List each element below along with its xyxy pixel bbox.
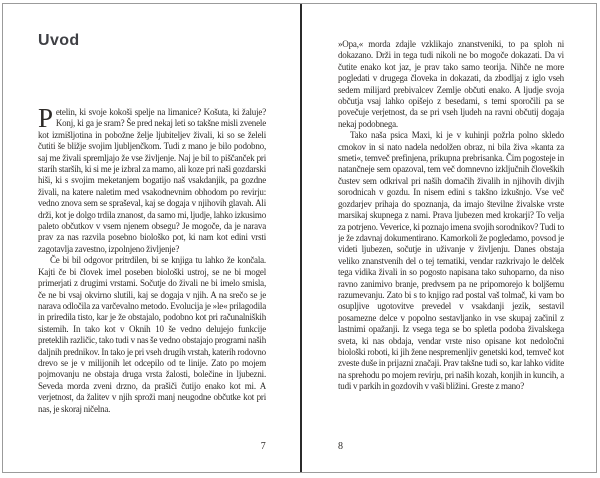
right-page-text bbox=[338, 39, 564, 419]
left-page bbox=[3, 4, 300, 472]
paragraph bbox=[38, 107, 266, 255]
paragraph: »Opa,« morda zdajle vzklikajo znanstveniki, to pa sploh ni dokazano. Drži in tega tudi nikoli ne bo mogoče dokazati. Da vi čutite enako kot jaz, je prav tako samo teorija. Nihče ne more pogledati v drugega človeka in dokazati, da zbodljaj z iglo vseh sedem milijard prebivalcev Zemlje občuti enako. A ljudje svoja občutja vsaj lahko opišejo z besedami, s temi sporočili pa se povečuje verjetnost, da se pri vseh ljudeh na ravni občutij dogaja nekaj podobnega. bbox=[338, 39, 564, 129]
right-page bbox=[300, 4, 596, 472]
page-number-right: 8 bbox=[338, 441, 344, 452]
left-page-text bbox=[38, 107, 266, 443]
drop-cap: P bbox=[38, 107, 53, 133]
chapter-heading: Uvod bbox=[38, 32, 80, 49]
paragraph: Tako naša psica Maxi, ki je v kuhinji požrla polno skledo cmokov in si nato nadela nedolžen obraz, ni bila živa »kanta za smeti«, temveč prefinjena, prikupna prebrisanka. Čim pogosteje in natančneje sem opazoval, tem več domnevno izključnih človeških čustev sem odkrival pri naših domačih živalih in njihovih divjih sorodnicah v gozdu. In nisem edini s takšno izkušnjo. Vse več gozdarjev prihaja do spoznanja, da imajo številne živalske vrste marsikaj skupnega z nami. Prava ljubezen med krokarji? To velja za potrjeno. Veverice, ki poznajo imena svojih sorodnikov? Tudi to je že zdavnaj dokumentirano. Kamorkoli že pogledamo, povsod je videti ljubezen, sočutje in uživanje v življenju. Danes obstaja veliko znanstvenih del o tej tematiki, vendar razkrivajo le delček tega vidika živali in so pogosto napisana tako suhoparno, da niso ravno zanimivo branje, predvsem pa ne pripomorejo k boljšemu razumevanju. Zato bi s to knjigo rad postal vaš tolmač, ki vam bo osupljive ugotovitve prevedel v vsakdanji jezik, sestavil posamezne delce v popolno sestavljanko in vse skupaj začinil z lastnimi opažanji. Iz vsega tega se bo spletla podoba živalskega sveta, ki nas obdaja, vendar vrste niso opisane kot nedoločni biološki roboti, ki jih žene nespremenljiv genetski kod, temveč kot zveste duše in prijazni značaji. Prav takšne tudi so, kar lahko vidite na sprehodu po mojem revirju, pri naših kozah, konjih in kuncih, a tudi v parkih in gozdovih v vaši bližini. Greste z mano? bbox=[338, 130, 564, 392]
spread-frame bbox=[2, 3, 597, 473]
page-number-left: 7 bbox=[260, 441, 266, 452]
paragraph-text: etelin, ki svoje kokoši spelje na limanice? Košuta, ki žaluje? Konj, ki ga je sram? Še pred nekaj leti so takšne misli zvenele kot izmišljotina in pobožne želje ljubiteljev živali, ki so se želeli čutiti še bližje svojim ljubljenčkom. Tudi z mano je bilo podobno, saj me živali spremljajo že vse življenje. Naj je bil to piščanček pri starih starših, ki si me je izbral za mamo, ali koze pri naši gozdarski hiši, ki s svojim meketanjem bogatijo naš vsakdanjik, pa gozdne živali, na katere naletim med vsakodnevnim obhodom po revirju: vedno znova sem se spraševal, kaj se dogaja v njihovih glavah. Ali drži, kot je dolgo trdila znanost, da samo mi, ljudje, lahko izkusimo paleto občutkov v vsem njenem obsegu? Je mogoče, da je narava prav za nas razvila posebno biološko pot, ki nam kot edini vrsti zagotavlja zavestno, izpolnjeno življenje? bbox=[38, 107, 266, 254]
paragraph: Če bi bil odgovor pritrdilen, bi se knjiga tu lahko že končala. Kajti če bi človek imel poseben biološki ustroj, se ne bi mogel primerjati z drugimi vrstami. Sočutje do živali ne bi imelo smisla, če ne bi vsaj okvirno slutili, kaj se dogaja v njih. A na srečo se je narava odločila za varčevalno metodo. Evolucija je »le« prilagodila in priredila tisto, kar je že obstajalo, podobno kot pri računalniških sistemih. In tako kot v Oknih 10 še vedno delujejo funkcije preteklih različic, tako tudi v nas še vedno obstajajo programi naših daljnih prednikov. In tako je pri vseh drugih vrstah, katerih rodovno drevo se je v milijonih let odcepilo od te linije. Zato po mojem pojmovanju ne obstaja druga vrsta žalosti, bolečine in ljubezni. Seveda morda zveni drzno, da prašiči čutijo enako kot mi. A verjetnost, da žalitev v njih sproži manj neugodne občutke kot pri nas, je skoraj ničelna. bbox=[38, 255, 266, 414]
